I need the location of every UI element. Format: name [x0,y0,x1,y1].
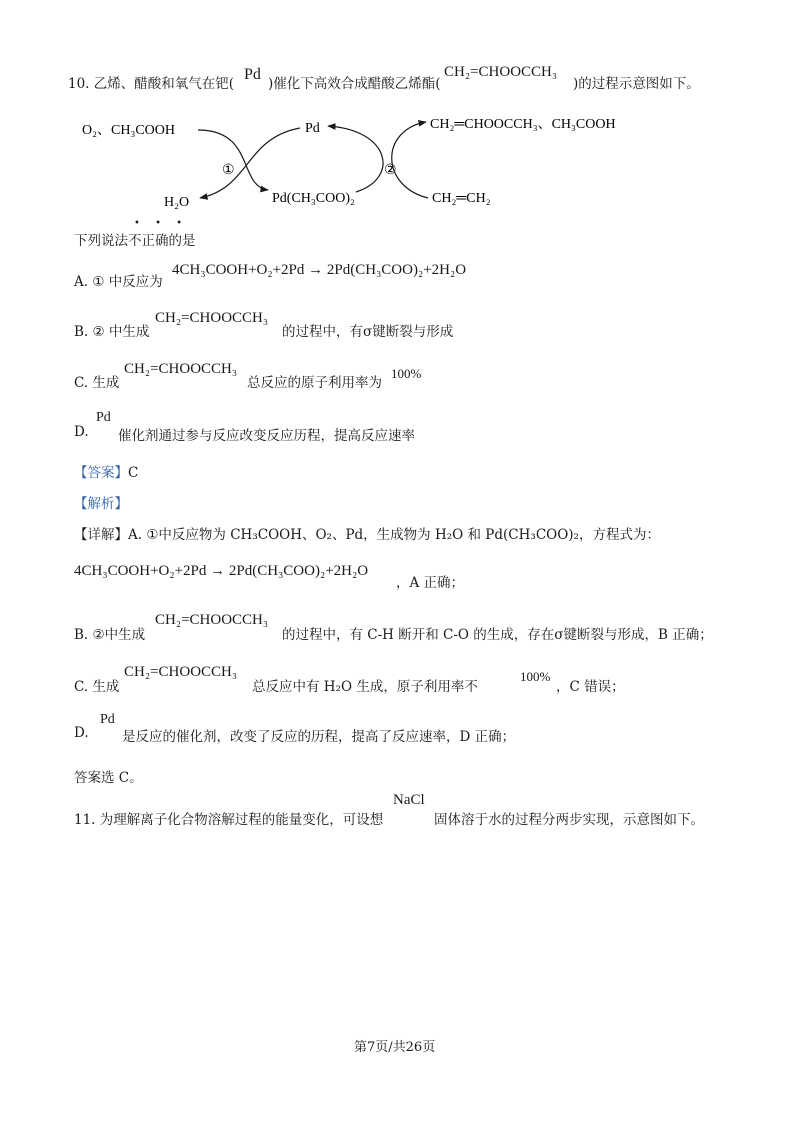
q11-stem [74,808,383,828]
answer-value: C [128,465,139,481]
option-b-formula: CH₂=CHOOCCH₃ [155,310,269,326]
option-d-text: 催化剂通过参与反应改变反应历程，提高反应速率 [118,428,415,444]
detail-d-label: D. [74,725,89,741]
diagram-step2: ② [384,163,397,178]
option-a-formula: 4CH₃COOH+O₂+2Pd → 2Pd(CH₃COO)₂+2H₂O [172,262,467,278]
diagram-step1: ① [222,163,235,178]
q10-number: 10. [68,76,90,92]
q10-stem [68,72,234,92]
arrow-step2-main [392,122,428,198]
detail-d-formula: Pd [100,712,115,727]
option-d-formula: Pd [96,410,111,425]
q10-pd-inline: Pd [244,66,261,83]
analysis-tag: 【解析】 [74,496,128,512]
diagram-water: H₂O [164,195,190,210]
option-a-label: A. ① 中反应为 [74,274,163,290]
detail-c-formula: CH₂=CHOOCCH₃ [124,664,238,680]
reaction-cycle-diagram [60,108,660,218]
detail-d-text: 是反应的催化剂，改变了反应的历程，提高了反应速率，D 正确； [122,729,516,745]
q10-prompt: 下列说法不正确的是 [74,233,196,249]
q11-text-before: 为理解离子化合物溶解过程的能量变化，可设想 [99,812,384,828]
q11-text-after: 固体溶于水的过程分两步实现，示意图如下。 [434,812,704,828]
q10-stem-before: 乙烯、醋酸和氧气在钯( [93,76,235,92]
option-c-label: C. 生成 [74,375,120,391]
detail-a-line: 【详解】A. ①中反应物为 CH₃COOH、O₂、Pd，生成物为 H₂O 和 Pd(CH₃COO)₂，方程式为： [74,527,660,543]
q11-nacl: NaCl [393,792,425,808]
answer-tag: 【答案】 [74,465,128,481]
arrow-step2-regeneration [328,126,383,192]
option-b-text: 的过程中，有σ键断裂与形成 [282,324,454,340]
detail-b-formula: CH₂=CHOOCCH₃ [155,612,269,628]
q10-stem-after: )的过程示意图如下。 [573,76,700,92]
diagram-ethylene: CH₂═CH₂ [432,191,491,206]
diagram-pd-acetate: Pd(CH₃COO)₂ [272,191,355,206]
q11-number: 11. [74,812,96,828]
option-b-label: B. ② 中生成 [74,324,150,340]
option-c-value: 100% [391,366,422,381]
detail-c-tail: ，C 错误； [556,679,625,695]
answer-line [74,461,138,481]
detail-c-label: C. 生成 [74,679,120,695]
option-c-text: 总反应的原子利用率为 [247,375,382,391]
arrow-step1-water [200,128,300,198]
diagram-products-right: CH₂═CHOOCCH₃、CH₃COOH [430,117,616,132]
option-c-formula: CH₂=CHOOCCH₃ [124,361,238,377]
conclusion: 答案选 C。 [74,770,143,786]
q10-stem-middle: )催化下高效合成醋酸乙烯酯( [268,76,441,92]
diagram-reactants-left: O₂、CH₃COOH [82,123,175,138]
q10-vinyl-acetate: CH₂=CHOOCCH₃ [444,64,558,80]
emphasis-dots: • • • [134,218,189,229]
detail-b-text: 的过程中，有 C-H 断开和 C-O 的生成，存在σ键断裂与形成，B 正确； [282,627,713,643]
detail-c-text: 总反应中有 H₂O 生成，原子利用率不 [252,679,478,695]
diagram-pd-top: Pd [305,121,320,136]
detail-a-tail: ，A 正确； [396,575,465,591]
detail-a-formula: 4CH₃COOH+O₂+2Pd → 2Pd(CH₃COO)₂+2H₂O [74,563,369,579]
detail-c-value: 100% [520,669,551,684]
page-footer: 第7页/共26页 [354,1040,436,1055]
detail-b-label: B. ②中生成 [74,627,146,643]
option-d-label: D. [74,424,89,440]
